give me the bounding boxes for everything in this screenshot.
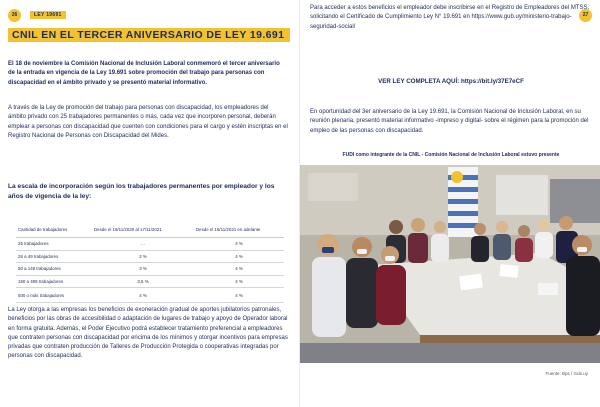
- meeting-photo: [300, 165, 600, 363]
- right-page-number: 27: [579, 9, 592, 22]
- table-cell-rate-2: 4 %: [194, 288, 284, 303]
- table-row: [16, 288, 284, 303]
- table-row: [16, 238, 284, 251]
- table-cell-rate-2: 4 %: [194, 263, 284, 276]
- registration-paragraph: Para acceder a estos beneficios el empleador debe inscribirse en el Registro de Empleadores del MTSS, solicitando el Certificado de Cumplimiento Ley N° 19.691 en https://www.gub.uy/ministerio-trabajo-seguridad-social/: [310, 5, 590, 30]
- table-header-row: [16, 221, 284, 238]
- lead-paragraph: El 18 de noviembre la Comisión Nacional de Inclusión Laboral conmemoró el tercer aniversario de la entrada en vigencia de la Ley 19.691 sobre promoción del trabajo para personas con discapacidad en el ámbito privado y se presentó material informativo.: [8, 61, 280, 86]
- table-header-period-2: Desde el 18/11/2021 en adelante: [194, 221, 284, 238]
- table-cell-rate-1: 3 %: [92, 263, 194, 276]
- flag-icon: [448, 167, 478, 237]
- table-cell-workers: 25 trabajadores: [16, 238, 92, 251]
- photo-caption: FUDI como integrante de la CNIL - Comisión Nacional de Inclusión Laboral estuvo presente: [342, 152, 560, 158]
- meeting-photo-illustration: [300, 165, 600, 363]
- body-paragraph-2: La Ley otorga a las empresas los beneficios de exoneración gradual de aportes jubilatorios patronales, beneficios por las obras de accesibilidad o adaptación de lugares de trabajo y apoyo de Operador laboral en forma gratuita. Además, el Poder Ejecutivo podrá establecer tratamiento preferencial a empleadores que contraten personas con discapacidad por encima de los mínimos y otorgar incentivos para empresas privadas que contraten producción de Talleres de Producción Protegida o cooperativas integradas por personas con discapacidad.: [8, 307, 288, 360]
- table-cell-workers: 26 a 49 trabajadores: [16, 250, 92, 263]
- table-cell-rate-1: 3,5 %: [92, 275, 194, 288]
- incorporation-scale-table: [16, 221, 284, 303]
- table-cell-rate-1: 2 %: [92, 250, 194, 263]
- table-heading: La escala de incorporación según los trabajadores permanentes por empleador y los años de vigencia de la ley:: [8, 183, 275, 200]
- table-cell-workers: 500 o más trabajadores: [16, 288, 92, 303]
- full-law-link[interactable]: VER LEY COMPLETA AQUÍ: https://bit.ly/37E7eCF: [378, 78, 524, 85]
- anniversary-paragraph: En oportunidad del 3er aniversario de la Ley 19.691, la Comisión Nacional de Inclusión Laboral, en su reunión plenaria, presentó material informativo -impreso y digital- sobre el régimen para la promoción del empleo de las personas con discapacidad.: [310, 109, 589, 134]
- photo-credit: Fuente: Bps / Gub.uy: [545, 371, 588, 376]
- body-paragraph-1: A través de la Ley de promoción del trabajo para personas con discapacidad, los empleadores del ámbito privado con 25 trabajadores permanentes o más, cada vez que incorporen personal, deberán emplear a personas con discapacidad que cuenten con condiciones para el cargo y estén inscriptas en el Registro Nacional de Personas con Discapacidad del Mides.: [8, 105, 288, 139]
- running-head: LEY 19691: [30, 11, 66, 19]
- table-header-workers: Cantidad de trabajadores: [16, 221, 92, 238]
- table-cell-rate-1: 4 %: [92, 288, 194, 303]
- table-cell-rate-2: 4 %: [194, 250, 284, 263]
- table-cell-rate-2: 4 %: [194, 275, 284, 288]
- left-page-number: 26: [8, 9, 21, 22]
- table-header-period-1: Desde el 18/11/2020 al 17/11/2021: [92, 221, 194, 238]
- table-row: [16, 263, 284, 276]
- table-cell-workers: 150 a 499 trabajadores: [16, 275, 92, 288]
- table-cell-rate-2: 4 %: [194, 238, 284, 251]
- article-title: CNIL EN EL TERCER ANIVERSARIO DE LEY 19.691: [8, 28, 290, 42]
- table-row: [16, 250, 284, 263]
- table-cell-rate-1: ...: [92, 238, 194, 251]
- table-row: [16, 275, 284, 288]
- table-cell-workers: 50 a 149 trabajadores: [16, 263, 92, 276]
